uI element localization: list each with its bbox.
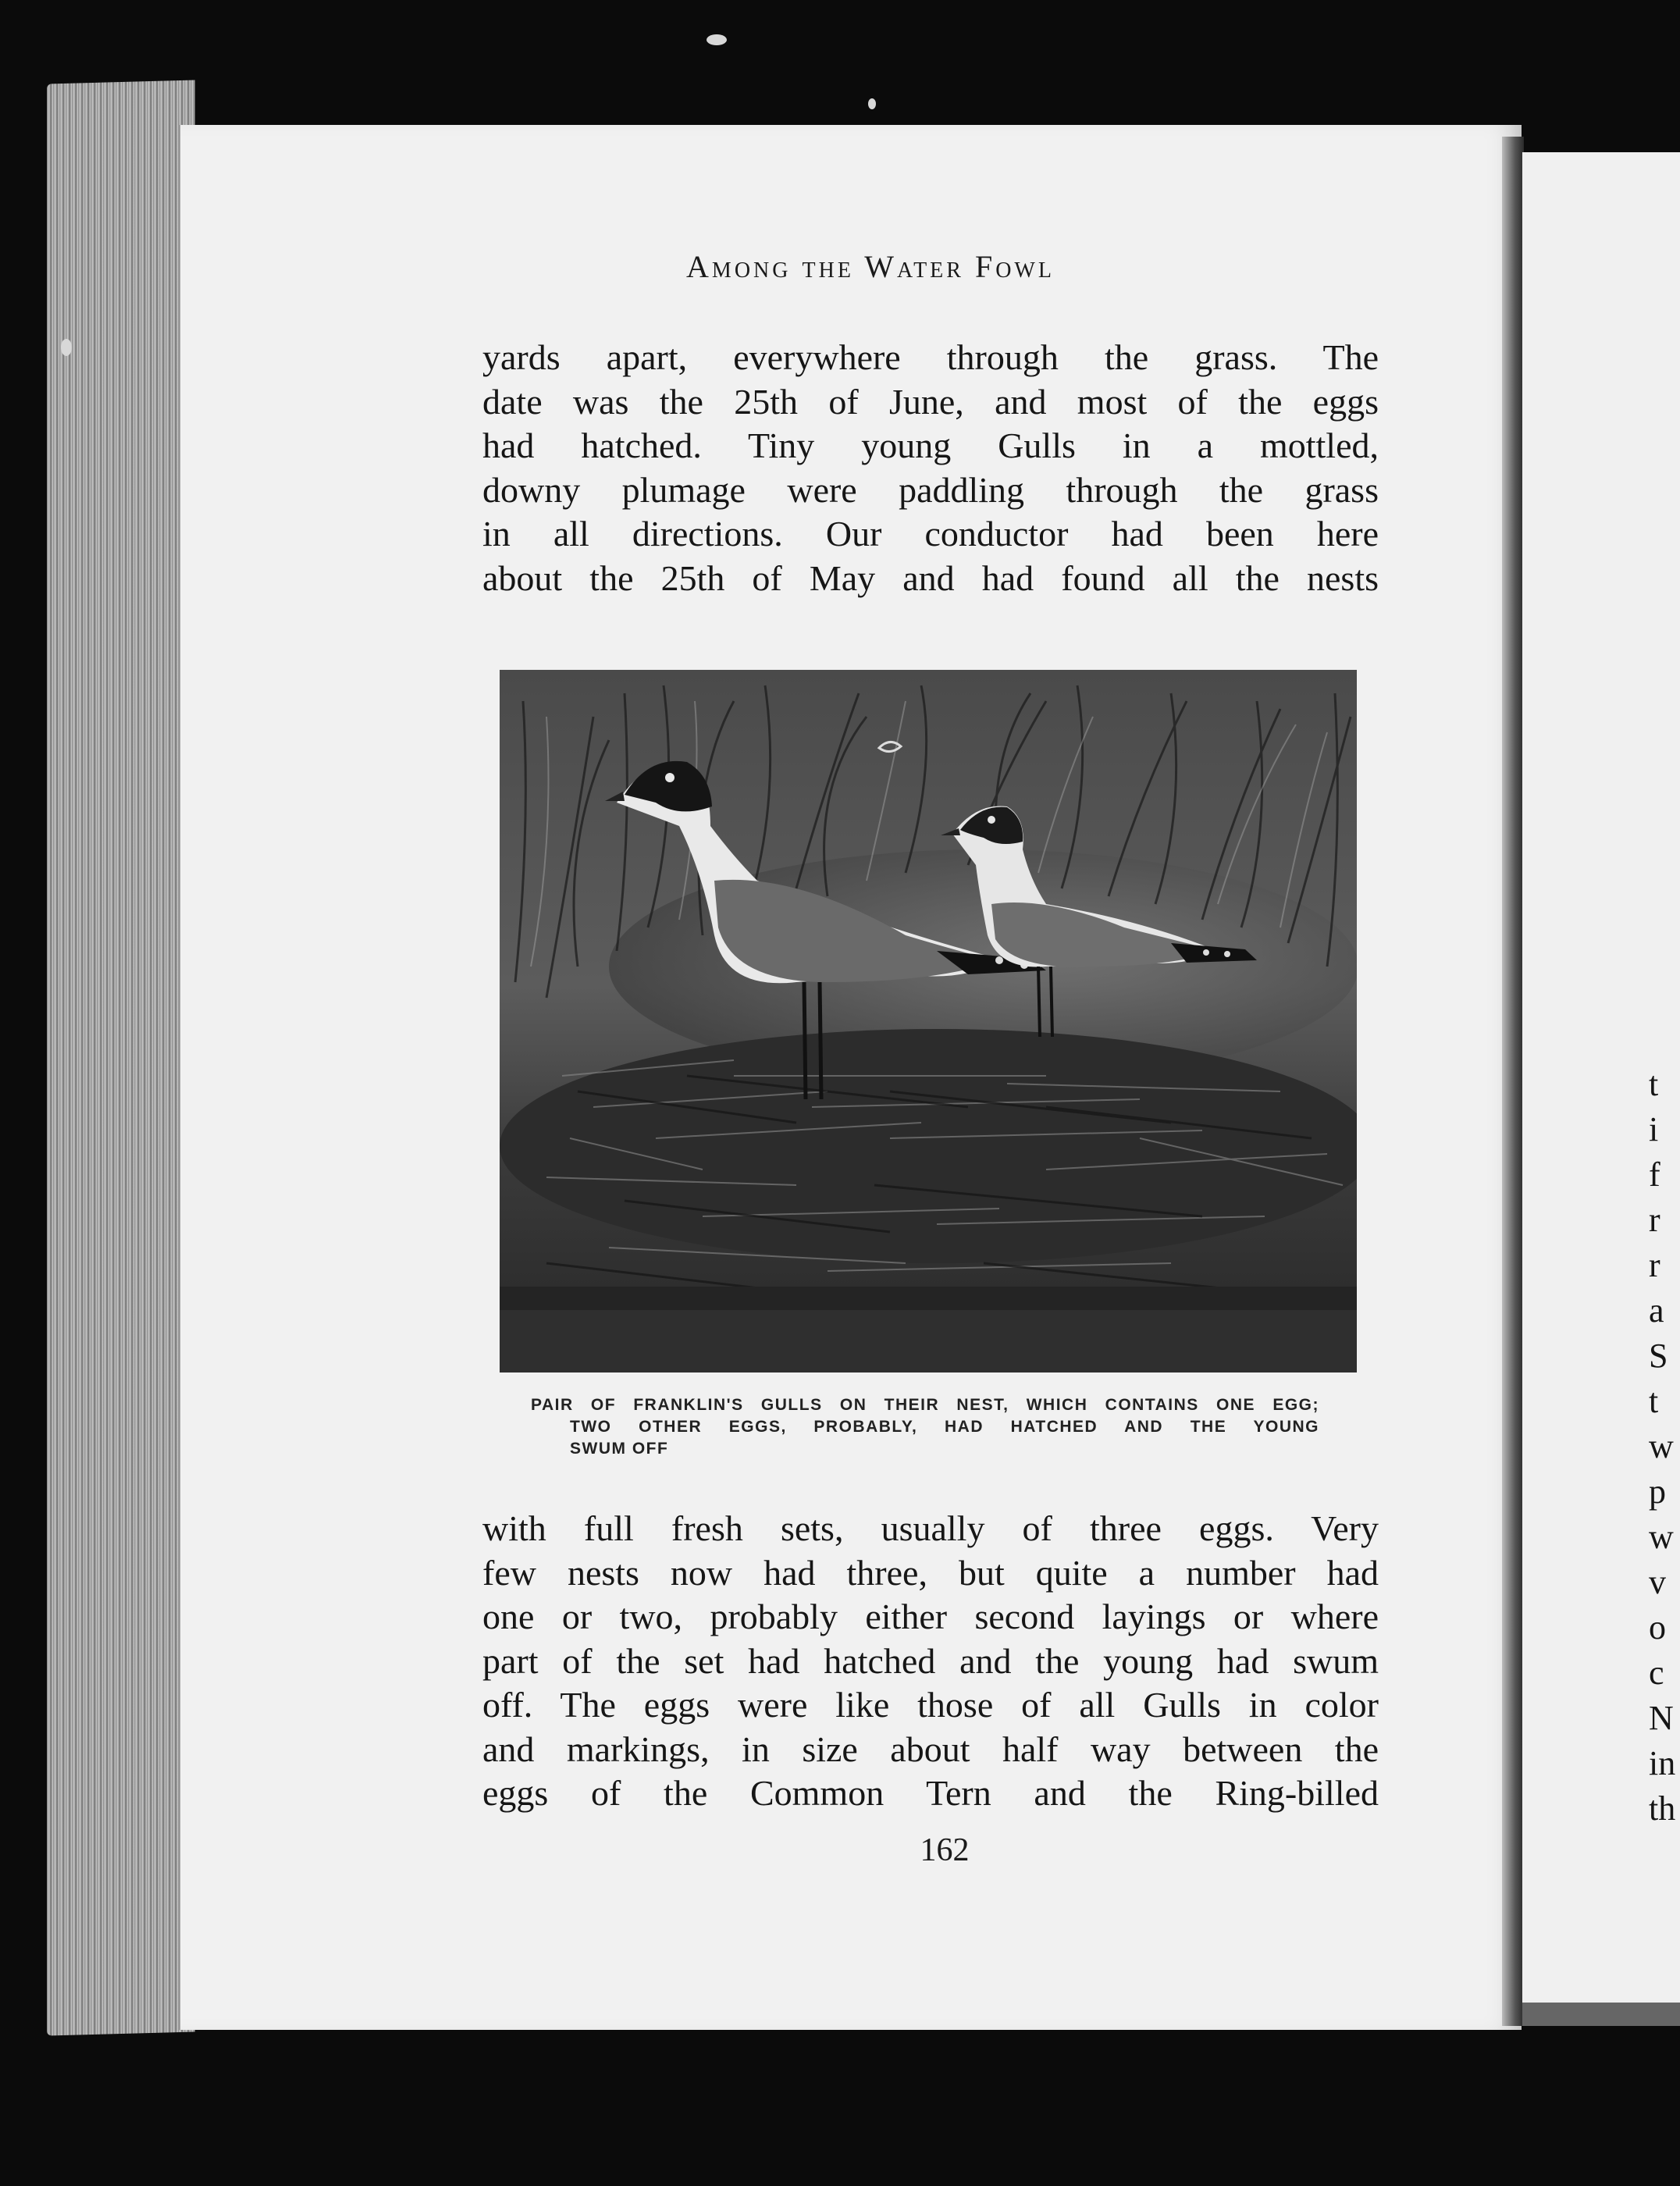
caption-line: PAIR OF FRANKLIN'S GULLS ON THEIR NEST, WHICH CONTAINS ONE EGG; — [531, 1396, 1319, 1414]
text-line: about the 25th of May and had found all the nests — [482, 557, 1379, 598]
paragraph-top — [482, 336, 1379, 600]
text-line: date was the 25th of June, and most of the eggs — [482, 381, 1379, 422]
right-page-bottom-edge — [1522, 2003, 1680, 2026]
caption-line: SWUM OFF — [570, 1440, 669, 1458]
text-line: eggs of the Common Tern and the Ring-billed — [482, 1773, 1379, 1813]
edge-letter: t — [1649, 1382, 1659, 1420]
edge-letter: r — [1649, 1201, 1660, 1239]
page-number: 162 — [920, 1832, 970, 1868]
text-line: had hatched. Tiny young Gulls in a mottled, — [482, 425, 1379, 465]
caption-line: TWO OTHER EGGS, PROBABLY, HAD HATCHED AND THE YOUNG — [570, 1418, 1319, 1436]
edge-letter: r — [1649, 1246, 1660, 1284]
edge-letter: w — [1649, 1518, 1674, 1556]
text-line: with full fresh sets, usually of three eggs. Very — [482, 1508, 1379, 1548]
paragraph-bottom — [482, 1507, 1379, 1816]
edge-letter: c — [1649, 1654, 1664, 1692]
text-line: downy plumage were paddling through the grass — [482, 469, 1379, 510]
edge-letter: w — [1649, 1427, 1674, 1465]
right-page-edge-text — [1649, 1062, 1680, 1832]
edge-letter: t — [1649, 1065, 1659, 1103]
dust-speck — [707, 34, 727, 45]
edge-letter: v — [1649, 1563, 1666, 1601]
edge-letter: in — [1649, 1744, 1676, 1782]
edge-letter: a — [1649, 1291, 1664, 1330]
text-line: in all directions. Our conductor had been here — [482, 514, 1379, 554]
text-line: part of the set had hatched and the young had swum — [482, 1640, 1379, 1681]
dust-speck — [868, 98, 876, 109]
text-line: few nests now had three, but quite a number had — [482, 1552, 1379, 1593]
text-line: and markings, in size about half way between the — [482, 1729, 1379, 1769]
text-line: off. The eggs were like those of all Gulls in color — [482, 1685, 1379, 1725]
edge-letter: f — [1649, 1155, 1660, 1194]
book-page-edges — [47, 80, 195, 2036]
text-line: yards apart, everywhere through the grass. The — [482, 337, 1379, 377]
book-gutter — [1502, 137, 1524, 2026]
photo-caption — [531, 1394, 1319, 1460]
edge-letter: N — [1649, 1699, 1674, 1737]
dust-speck — [61, 339, 72, 356]
edge-letter: S — [1649, 1337, 1668, 1375]
running-head: Among the Water Fowl — [686, 249, 1055, 284]
edge-letter: th — [1649, 1789, 1676, 1828]
edge-letter: p — [1649, 1472, 1666, 1511]
gulls-nest-photograph — [500, 670, 1357, 1372]
edge-letter: o — [1649, 1608, 1666, 1647]
edge-letter: i — [1649, 1110, 1659, 1148]
text-line: one or two, probably either second layings or where — [482, 1597, 1379, 1636]
